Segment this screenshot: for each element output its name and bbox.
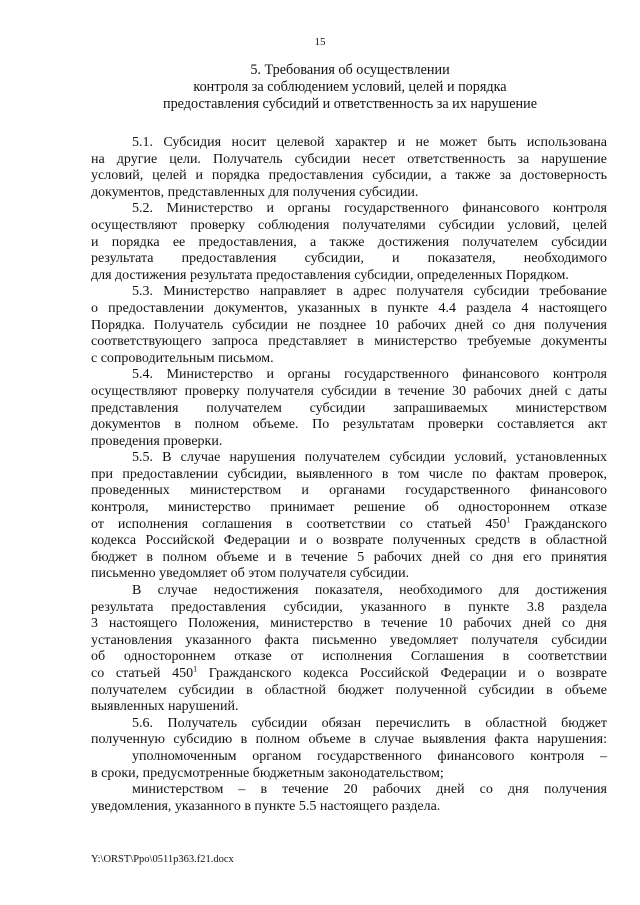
text-line: 5.3. Министерство направляет в адрес получателя субсидии требование xyxy=(132,284,607,300)
text-line: проведенных министерством и органами государственного финансового xyxy=(91,483,607,499)
text-line: уполномоченным органом государственного финансового контроля – xyxy=(132,748,607,764)
text-line: проведения проверки. xyxy=(91,433,223,449)
heading-line: 5. Требования об осуществлении xyxy=(250,62,450,78)
text-line: 3 настоящего Положения, министерство в течение 10 рабочих дней со дня xyxy=(91,616,607,632)
file-path-footer: Y:\ORST\Ppo\0511p363.f21.docx xyxy=(91,854,234,865)
document-body xyxy=(91,135,607,815)
text-line: для достижения результата предоставления субсидии, определенных Порядком. xyxy=(91,267,569,283)
text-line: результата предоставления субсидии, и показателя, необходимого xyxy=(91,251,607,267)
text-line: документов в полном объеме. По результатам проверки составляется акт xyxy=(91,417,607,433)
text-line: полученную субсидию в полном объеме в случае выявления факта нарушения: xyxy=(91,732,607,748)
text-line: министерством – в течение 20 рабочих дней со дня получения xyxy=(132,782,607,798)
text-line: условий, целей и порядка предоставления субсидии, а также за достоверность xyxy=(91,168,607,184)
text-line: об одностороннем отказе от исполнения Соглашения в соответствии xyxy=(91,649,607,665)
text-line: контроля, министерство принимает решение об одностороннем отказе xyxy=(91,500,607,516)
text-line: 5.2. Министерство и органы государственного финансового контроля xyxy=(132,201,607,217)
text-line: В случае недостижения показателя, необходимого для достижения xyxy=(132,583,607,599)
heading-line: контроля за соблюдением условий, целей и порядка xyxy=(193,79,507,95)
section-heading xyxy=(90,62,610,113)
text-line: бюджет в полном объеме и в течение 5 рабочих дней со дня его принятия xyxy=(91,549,607,565)
text-line: соответствующего запроса представляет в министерство требуемые документы xyxy=(91,334,607,350)
text-line xyxy=(91,666,607,683)
text-line-part: Гражданского кодекса Российской Федерации и о возврате xyxy=(197,666,607,681)
text-line: письменно уведомляет об этом получателя субсидии. xyxy=(91,566,410,582)
text-line: 5.5. В случае нарушения получателем субсидии условий, установленных xyxy=(132,450,607,466)
text-line: осуществляют проверку получателя субсидии в течение 30 рабочих дней с даты xyxy=(91,383,607,399)
text-line: Порядка. Получатель субсидии не позднее 10 рабочих дней со дня получения xyxy=(91,317,607,333)
text-line: уведомления, указанного в пункте 5.5 настоящего раздела. xyxy=(91,798,441,814)
text-line: 5.6. Получатель субсидии обязан перечислить в областной бюджет xyxy=(132,715,607,731)
heading-line: предоставления субсидий и ответственность за их нарушение xyxy=(162,96,537,112)
text-line: установления указанного факта письменно уведомляет получателя субсидии xyxy=(91,632,607,648)
text-line: кодекса Российской Федерации и о возврате полученных средств в областной xyxy=(91,533,607,549)
text-line xyxy=(91,517,607,534)
text-line-part: Гражданского xyxy=(510,516,607,532)
text-line: о предоставлении документов, указанных в пункте 4.4 раздела 4 настоящего xyxy=(91,300,607,316)
text-line: результата предоставления субсидии, указанного в пункте 3.8 раздела xyxy=(91,599,607,615)
text-line: выявленных нарушений. xyxy=(91,699,239,715)
text-line: при предоставлении субсидии, выявленного в том числе по фактам проверок, xyxy=(91,466,607,482)
text-line: получателем субсидии в областной бюджет полученной субсидии в объеме xyxy=(91,682,607,698)
superscript: 1 xyxy=(193,664,198,674)
text-line-part: от исполнения соглашения в соответствии со статьей 450 xyxy=(91,516,507,532)
text-line: документов, представленных для получения субсидии. xyxy=(91,184,419,200)
text-line: представления получателем субсидии запрашиваемых министерством xyxy=(91,400,607,416)
text-line: с сопроводительным письмом. xyxy=(91,350,274,366)
text-line: 5.1. Субсидия носит целевой характер и не может быть использована xyxy=(132,135,607,150)
text-line-part: со статьей 450 xyxy=(91,666,194,681)
superscript: 1 xyxy=(506,515,511,524)
text-line: осуществляют проверку соблюдения получателями субсидии условий, целей xyxy=(91,217,607,233)
text-line: на другие цели. Получатель субсидии несет ответственность за нарушение xyxy=(91,151,607,167)
text-line: 5.4. Министерство и органы государственного финансового контроля xyxy=(132,367,607,383)
text-line: и порядка ее предоставления, а также достижения получателем субсидии xyxy=(91,234,607,250)
text-line: в сроки, предусмотренные бюджетным законодательством; xyxy=(91,765,444,781)
page-number: 15 xyxy=(314,36,326,48)
